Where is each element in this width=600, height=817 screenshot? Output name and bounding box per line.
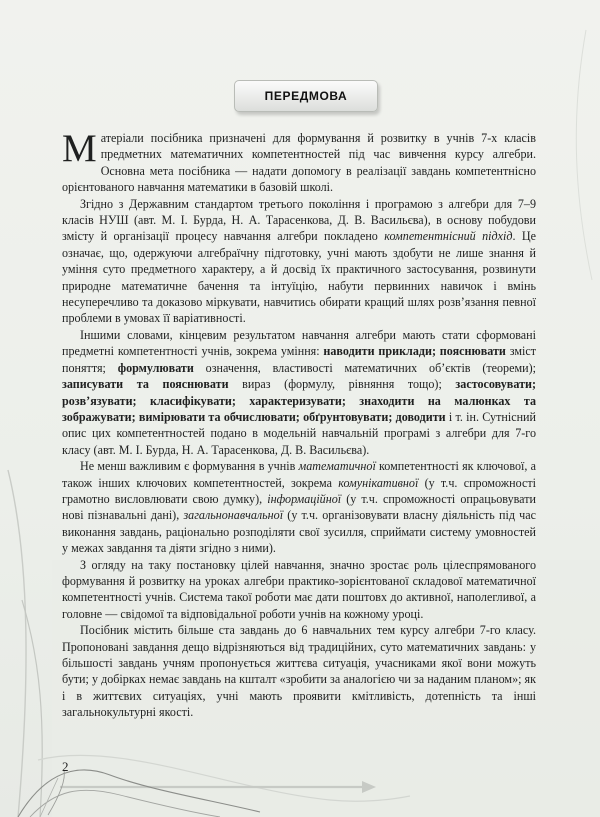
paragraph-3-text: вираз (формулу, рівняння тощо); [228, 377, 456, 392]
paragraph-3-text: і т. ін. Сутнісний опис цих компетентностей подано в модельній навчальній програмі з алгебри для 7-го класу (авт. М. І. Бурда, Н. А. Тарасенкова, Д. В. Васильєва). [62, 409, 536, 457]
paragraph-4-text: (у т.ч. спроможності опрацьовувати нові пізнавальні дані), [62, 491, 536, 523]
paragraph-2-text-c: . Це означає, що, одержуючи алгебраїчну підготовку, учні мають здобути не лише знання й уміння суто предметного характеру, а й досвід їх практичного застосування, розвинути природне математичне бачення та інтуїцію, набути первинних навичок і вмінь несуперечливо та доказово міркувати, навчитись обирати кращий шлях розв’язання певної проблеми в умовах її варіативності. [62, 229, 536, 326]
title-badge [234, 80, 378, 112]
paragraph-4-italic: комунікативної [338, 475, 419, 490]
paragraph-5: З огляду на таку постановку цілей навчання, значно зростає роль цілеспрямованого формування й розвитку на уроках алгебри практико-зорієнтованої складової математичної компетентності учнів. Система такої роботи має дати поштовх до активної, наполегливої, а головне — свідомої та відповідальної роботи учнів на кожному уроці. [62, 557, 536, 621]
body-text [62, 127, 537, 721]
paragraph-3-text: зміст поняття; [62, 344, 536, 375]
paragraph-1 [62, 127, 536, 196]
paragraph-2 [62, 196, 536, 327]
paragraph-1-text: атеріали посібника призначені для формування й розвитку в учнів 7-х класів предметних математичних компетентностей під час вивчення курсу алгебри. Основна мета посібника — надати допомогу в реалізації завдань компетентнісно орієнтованого навчання математики в базовій школі. [62, 131, 536, 195]
drop-cap: М [62, 127, 97, 170]
paragraph-6: Посібник містить більше ста завдань до 6 навчальних тем курсу алгебри 7-го класу. Пропоновані завдання дещо відрізняються від традиційних, суто математичних завдань: у більшості завдань учням пропонується життєва ситуація, учасниками якої вони можуть бути; у добірках немає завдань на кшталт «зробити за аналогією чи за наданим планом»; як і в життєвих ситуаціях, учні мають проявити кмітливість, дотепність та інші загальнокультурні якості. [62, 623, 536, 720]
paragraph-2-italic: компетентнісний підхід [384, 229, 513, 244]
paragraph-3-bold: застосовувати; розв’язувати; класифікувати; характеризувати; знаходити на малюнках та зображувати; вимірювати та обчислювати; обґрунтовувати; доводити [62, 377, 537, 424]
page-number: 2 [62, 759, 69, 774]
paragraph-3 [62, 327, 536, 458]
paragraph-3-bold: формулювати [117, 360, 194, 375]
paragraph-4-text: компетентності як ключової, а також інших ключових компетентностей, зокрема [62, 459, 536, 490]
paragraph-4 [62, 458, 536, 556]
paragraph-4-text: (у т.ч. організовувати власну діяльність під час виконання завдань, раціонально розподіляти свої зусилля, сприймати систему умовностей у межах завдання та діяти згідно з ними). [62, 508, 537, 556]
paragraph-4-italic: інформаційної [267, 491, 342, 506]
paragraph-3-bold: наводити приклади; пояснювати [323, 344, 506, 359]
paragraph-4-italic: математичної [298, 459, 376, 474]
paragraph-4-text: (у т.ч. спроможності грамотно висловлювати свою думку), [62, 475, 536, 506]
paragraph-4-text: Не менш важливим є формування в учнів [80, 459, 299, 474]
paragraph-3-text: Іншими словами, кінцевим результатом навчання алгебри мають стати сформовані предметні компетентності учнів, зокрема уміння: [62, 327, 536, 359]
paragraph-4-italic: загальнонавчальної [183, 508, 284, 523]
page-title: ПЕРЕДМОВА [264, 89, 348, 103]
paragraph-2-text-a: Згідно з Державним стандартом третього покоління і програмою з алгебри для 7–9 класів НУШ (авт. М. І. Бурда, Н. А. Тарасенкова, Д. В. Васильєва), в основу побудови змісту й організації процесу навчання алгебри покладено [62, 196, 536, 244]
paragraph-3-text: означення, властивості математичних об’єктів (теореми); [193, 360, 536, 375]
paragraph-3-bold: записувати та пояснювати [62, 377, 229, 392]
